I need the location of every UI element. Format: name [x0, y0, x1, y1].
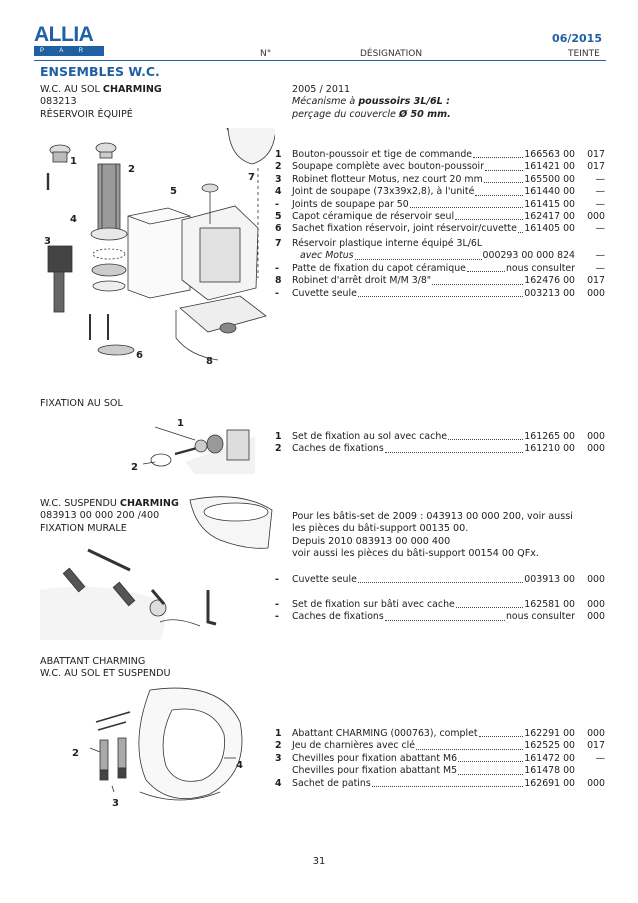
brand-name: ALLIA [34, 23, 94, 46]
wc-sol-mech: Mécanisme à [292, 96, 359, 108]
callout-2: 2 [131, 462, 138, 473]
callout-3: 3 [44, 236, 51, 247]
abattant-table [275, 728, 605, 790]
wc-suspendu-ref: 083913 00 000 200 /400 [40, 510, 160, 522]
callout-6: 6 [136, 350, 143, 361]
wc-sol-name: W.C. AU SOL [40, 84, 103, 95]
abattant-subtitle: W.C. AU SOL ET SUSPENDU [40, 668, 171, 680]
callout-5: 5 [170, 186, 177, 197]
wc-sol-model: CHARMING [102, 84, 162, 95]
wc-sol-drill-strong: Ø 50 mm. [399, 108, 451, 120]
callout-2: 2 [128, 164, 135, 175]
callout-1: 1 [70, 156, 77, 167]
table-row: 2 Caches de fixations 161210 00 000 [275, 443, 605, 455]
table-row: - Set de fixation sur bâti avec cache 162581 00 000 [275, 599, 605, 610]
callout-8: 8 [206, 356, 213, 367]
wc-sol-exploded-diagram [40, 128, 275, 373]
callout-4: 4 [236, 760, 243, 771]
table-row: 2 Jeu de charnières avec clé 162525 00 017 [275, 740, 605, 752]
info-line: les pièces du bâti-support 00135 00. [292, 523, 469, 535]
table-row: 6 Sachet fixation réservoir, joint réservoir/cuvette 161405 00 — [275, 223, 605, 235]
abattant-heading [40, 656, 240, 681]
fixation-sol-title: FIXATION AU SOL [40, 398, 123, 409]
wc-suspendu-model: CHARMING [119, 498, 179, 509]
info-line: voir aussi les pièces du bâti-support 00154 00 QFx. [292, 548, 539, 560]
wc-sol-heading [40, 84, 240, 121]
table-row: 1 Abattant CHARMING (000763), complet 162291 00 000 [275, 728, 605, 739]
table-row: 8 Robinet d'arrêt droit M/M 3/8" 162476 00 017 [275, 275, 605, 287]
wc-suspendu-sub: FIXATION MURALE [40, 522, 127, 534]
column-header-number: N° [260, 49, 272, 59]
table-row: - Cuvette seule 003213 00 000 [275, 287, 605, 299]
abattant-title: ABATTANT CHARMING [40, 656, 146, 667]
table-row: - Cuvette seule 003913 00 000 [275, 574, 605, 585]
table-row: 1 Set de fixation au sol avec cache 161265 00 000 [275, 431, 605, 442]
info-line: Pour les bâtis-set de 2009 : 043913 00 000 200, voir aussi [292, 511, 573, 522]
wc-sol-sub: RÉSERVOIR ÉQUIPÉ [40, 108, 133, 120]
wc-suspendu-diagram [40, 490, 280, 640]
brand-subtitle: P A R I S [34, 46, 104, 56]
table-row: 5 Capot céramique de réservoir seul 162417 00 000 [275, 210, 605, 222]
table-row: - Caches de fixations nous consulter 000 [275, 611, 605, 623]
table-row: - Joints de soupape par 50 161415 00 — [275, 198, 605, 210]
callout-1: 1 [177, 418, 184, 429]
wc-sol-info [292, 84, 612, 121]
table-row: 1 Bouton-poussoir et tige de commande 166563 00 017 [275, 149, 605, 160]
wc-sol-mech-strong: poussoirs 3L/6L : [358, 96, 450, 108]
abattant-diagram [60, 682, 260, 812]
wc-sol-ref: 083213 [40, 96, 77, 108]
section-title: ENSEMBLES W.C. [40, 64, 160, 79]
wc-sol-parts-table-2 [275, 238, 605, 300]
wc-sol-years: 2005 / 2011 [292, 84, 351, 95]
callout-3: 3 [112, 798, 119, 809]
table-row: 4 Sachet de patins 162691 00 000 [275, 777, 605, 789]
column-header-teinte: TEINTE [568, 49, 600, 59]
column-header-designation: DÉSIGNATION [360, 49, 423, 59]
callout-4: 4 [70, 214, 77, 225]
table-row: 3 Robinet flotteur Motus, nez court 20 mm 165500 00 — [275, 173, 605, 185]
catalog-date: 06/2015 [552, 32, 602, 45]
table-row: - Patte de fixation du capot céramique nous consulter — [275, 262, 605, 274]
info-line: Depuis 2010 083913 00 000 400 [292, 535, 451, 547]
wc-suspendu-table-a [275, 574, 605, 586]
table-row: 3 Chevilles pour fixation abattant M6 161472 00 — [275, 752, 605, 764]
table-row: 7 Réservoir plastique interne équipé 3L/6L [275, 238, 483, 249]
header-rule [34, 60, 606, 61]
callout-2: 2 [72, 748, 79, 759]
wc-suspendu-info [292, 511, 612, 561]
page-number: 31 [312, 856, 326, 867]
table-row: avec Motus 000293 00 000 824 — [300, 250, 605, 262]
table-row: Chevilles pour fixation abattant M5 161478 00 [292, 765, 575, 777]
table-row: 2 Soupape complète avec bouton-poussoir 161421 00 017 [275, 161, 605, 173]
brand-logo [34, 23, 104, 64]
fixation-sol-diagram [125, 412, 255, 474]
wc-suspendu-name: W.C. SUSPENDU [40, 498, 120, 509]
table-row: 4 Joint de soupape (73x39x2,8), à l'unité 161440 00 — [275, 186, 605, 198]
wc-suspendu-table-b [275, 599, 605, 624]
callout-7: 7 [248, 172, 255, 183]
wc-sol-drill: perçage du couvercle [292, 108, 399, 120]
fixation-sol-table [275, 431, 605, 456]
wc-sol-parts-table [275, 149, 605, 236]
